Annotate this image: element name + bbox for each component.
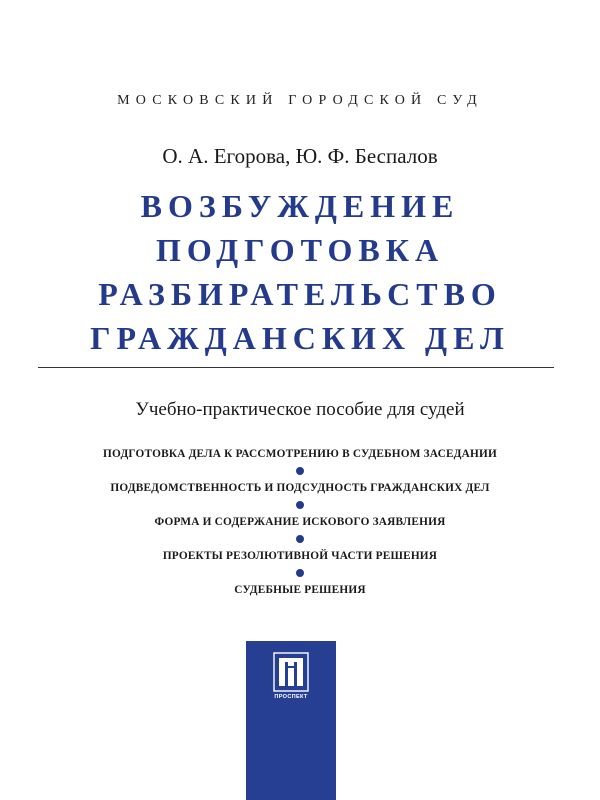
topic-item: ПОДГОТОВКА ДЕЛА К РАССМОТРЕНИЮ В СУДЕБНОМ ЗАСЕДАНИИ bbox=[103, 448, 497, 460]
title-divider bbox=[38, 367, 554, 368]
topic-list bbox=[0, 446, 600, 598]
title-line: ПОДГОТОВКА bbox=[155, 232, 445, 268]
publisher-building-icon bbox=[273, 652, 309, 692]
bullet-icon bbox=[296, 467, 304, 475]
topic-item: ПРОЕКТЫ РЕЗОЛЮТИВНОЙ ЧАСТИ РЕШЕНИЯ bbox=[162, 550, 438, 562]
topic-item: СУДЕБНЫЕ РЕШЕНИЯ bbox=[234, 584, 366, 596]
publisher-logo bbox=[246, 641, 336, 800]
subtitle: Учебно-практическое пособие для судей bbox=[135, 399, 465, 420]
topic-item: ПОДВЕДОМСТВЕННОСТЬ И ПОДСУДНОСТЬ ГРАЖДАНСКИХ ДЕЛ bbox=[110, 482, 490, 494]
bullet-icon bbox=[296, 569, 304, 577]
title-line: ВОЗБУЖДЕНИЕ bbox=[140, 188, 460, 224]
authors: О. А. Егорова, Ю. Ф. Беспалов bbox=[162, 144, 438, 168]
bullet-icon bbox=[296, 501, 304, 509]
title-line: ГРАЖДАНСКИХ ДЕЛ bbox=[90, 320, 510, 356]
book-title bbox=[0, 184, 600, 360]
bullet-icon bbox=[296, 535, 304, 543]
publisher-name: ПРОСПЕКТ bbox=[274, 694, 308, 700]
title-line: РАЗБИРАТЕЛЬСТВО bbox=[98, 276, 502, 312]
court-name: МОСКОВСКИЙ ГОРОДСКОЙ СУД bbox=[117, 93, 483, 108]
topic-item: ФОРМА И СОДЕРЖАНИЕ ИСКОВОГО ЗАЯВЛЕНИЯ bbox=[154, 516, 446, 528]
